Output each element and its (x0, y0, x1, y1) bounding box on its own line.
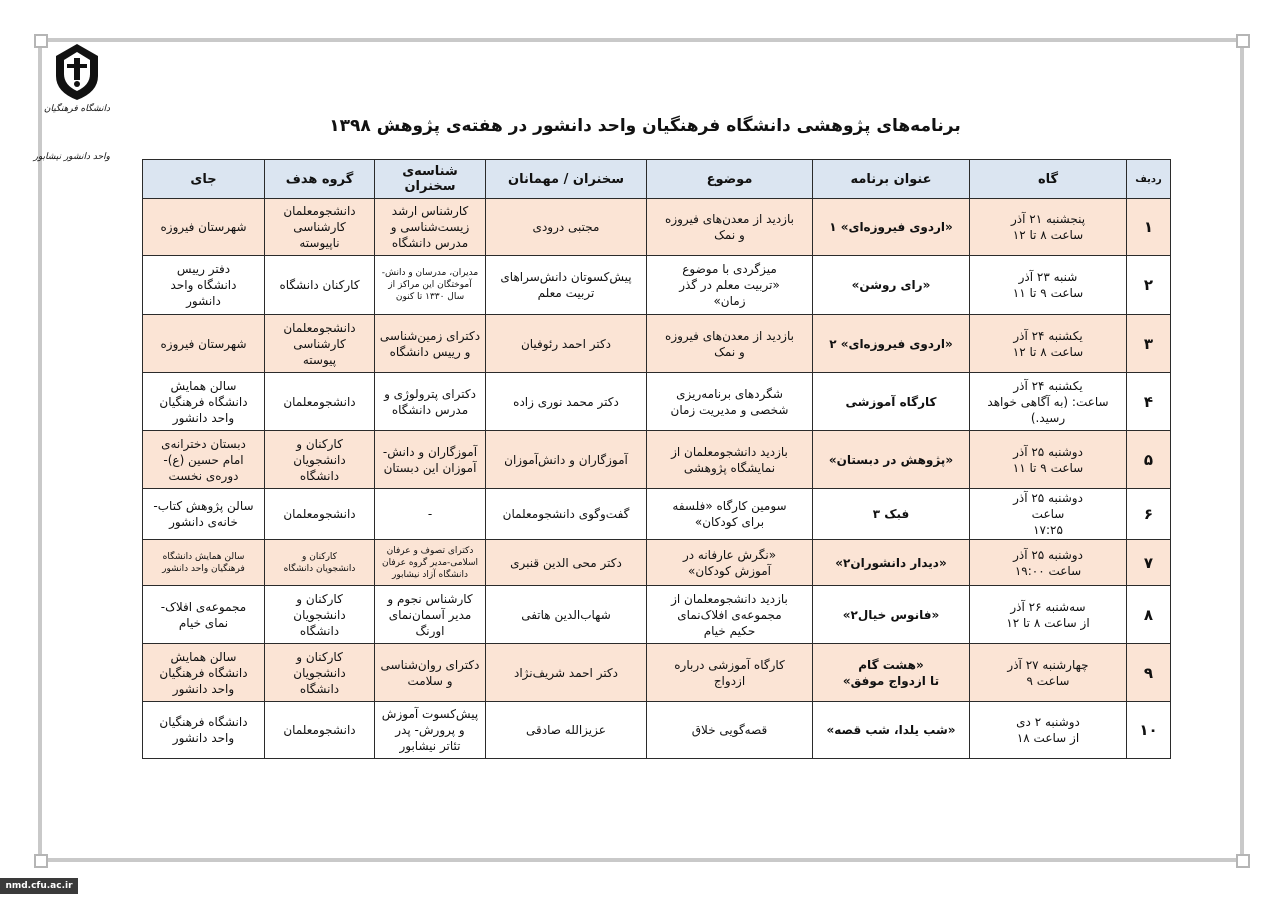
cell-when (970, 702, 1127, 759)
cell-line: «اردوی فیروزه‌ای» ۱ (829, 220, 953, 234)
cell-topic (647, 540, 813, 586)
cell-speaker-id (375, 373, 486, 431)
cell-line: کارشناس ارشد (391, 204, 469, 218)
cell-line: شهرستان فیروزه (160, 336, 247, 351)
cell-line: سالن پژوهش کتاب- (153, 499, 254, 513)
cell-line: ناپیوسته (299, 236, 340, 250)
cell-line: دکترای تصوف و عرفان (386, 545, 474, 556)
cell-speaker (486, 315, 647, 373)
cell-line: واحد دانشور (172, 681, 235, 696)
row-number: ۹ (1143, 663, 1154, 682)
cell-line: «فانوس خیال۲» (842, 607, 940, 622)
cell-line: میزگردی با موضوع (682, 262, 777, 276)
cell-program (813, 540, 970, 586)
cell-speaker (486, 431, 647, 489)
cell-line: ساعت ۸ تا ۱۲ (1012, 228, 1084, 242)
cell-line: دانشگاه فرهنگیان (159, 715, 248, 729)
frame-top (40, 38, 1245, 42)
cell-target (265, 256, 375, 315)
cell-line: «شب یلدا، شب قصه» (826, 723, 956, 737)
table-row (143, 315, 1171, 373)
cell-line: شخصی و مدیریت زمان (670, 402, 789, 417)
cell-line: نمای خیام (178, 615, 229, 630)
cell-line: دکترای روان‌شناسی (380, 657, 480, 672)
cell-line: کارکنان و (296, 649, 343, 664)
cell-target (265, 315, 375, 373)
cell-line: «نگرش عارفانه در (682, 547, 777, 562)
table-row (143, 586, 1171, 644)
cell-line: اسلامی-مدیر گروه عرفان (381, 557, 479, 568)
cell-line: و رییس دانشگاه (389, 344, 471, 359)
cell-place (143, 256, 265, 315)
cell-place (143, 702, 265, 759)
cell-line: از ساعت ۱۸ (1016, 731, 1080, 745)
cell-line: تا ازدواج موفق» (842, 673, 940, 688)
row-number: ۴ (1143, 392, 1154, 411)
cell-line: سالن همایش دانشگاه (162, 551, 245, 562)
footer-url: nmd.cfu.ac.ir (0, 878, 78, 894)
cell-speaker-id (375, 489, 486, 540)
cell-program (813, 489, 970, 540)
cell-line: دانشگاه فرهنگیان (159, 394, 248, 409)
cell-line: دانشور (186, 294, 221, 308)
cell-program (813, 702, 970, 759)
cell-line: نمایشگاه پژوهشی (683, 460, 776, 475)
cell-line: و سلامت (407, 673, 453, 688)
cell-target (265, 373, 375, 431)
cell-line: آموزان این دبستان (383, 460, 477, 475)
table-row (143, 702, 1171, 759)
cell-when (970, 256, 1127, 315)
cell-line: دکترای زمین‌شناسی (379, 328, 481, 343)
cell-line: مجموعه‌ی افلاک‌نمای (677, 607, 782, 622)
cell-line: - (427, 507, 433, 521)
cell-line: دوشنبه ۲۵ آذر (1013, 547, 1083, 562)
cell-line: واحد دانشور (172, 410, 235, 425)
frame-bottom (40, 858, 1245, 862)
cell-program (813, 315, 970, 373)
cell-line: اورنگ (415, 623, 445, 638)
cell-when (970, 489, 1127, 540)
cell-line: ۱۷:۲۵ (1033, 523, 1063, 537)
cell-speaker-id (375, 199, 486, 256)
cell-line: دکتر احمد رئوفیان (520, 336, 612, 351)
cell-speaker (486, 644, 647, 702)
cell-line: ساعت ۸ تا ۱۲ (1012, 344, 1084, 359)
cell-line: تئاتر نیشابور (399, 739, 461, 753)
cell-target (265, 199, 375, 256)
cell-line: یکشنبه ۲۴ آذر (1013, 378, 1083, 393)
cell-line: کارکنان و (296, 436, 343, 451)
cell-line: دکتر محی الدین قنبری (510, 555, 622, 570)
cell-speaker (486, 373, 647, 431)
cell-line: کارکنان دانشگاه (279, 278, 360, 292)
cell-line: دوره‌ی نخست (168, 468, 239, 483)
cell-line: یکشنبه ۲۴ آذر (1013, 328, 1083, 343)
cell-topic (647, 373, 813, 431)
cell-line: مدیران، مدرسان و دانش- (381, 268, 479, 278)
cell-place (143, 373, 265, 431)
cell-place (143, 199, 265, 256)
header-program: عنوان برنامه (813, 160, 970, 199)
frame-corner (1236, 34, 1250, 48)
cell-line: دانشجومعلمان (283, 204, 356, 218)
cell-program (813, 431, 970, 489)
cell-line: دانشجویان (293, 607, 346, 622)
cell-line: مجتبی درودی (532, 220, 600, 234)
cell-target (265, 540, 375, 586)
frame-corner (34, 854, 48, 868)
cell-num (1127, 489, 1171, 540)
cell-line: دانشگاه آزاد نیشابور (391, 569, 469, 580)
header-target: گروه هدف (265, 160, 375, 199)
cell-line: خانه‌ی دانشور (169, 515, 238, 529)
cell-line: مدرس دانشگاه (391, 236, 469, 250)
cell-line: قصه‌گویی خلاق (691, 723, 768, 737)
cell-speaker-id (375, 644, 486, 702)
cell-line: دانشجومعلمان (283, 507, 356, 521)
cell-line: ساعت ۹ تا ۱۱ (1012, 286, 1084, 300)
branch-name: واحد دانشور نیشابور (33, 152, 110, 162)
cell-line: کارگاه آموزشی درباره (674, 657, 785, 672)
cell-num (1127, 431, 1171, 489)
cell-line: دانشجویان (293, 452, 346, 467)
cell-place (143, 586, 265, 644)
cell-line: کارکنان و (296, 591, 343, 606)
cell-when (970, 644, 1127, 702)
cell-line: پیوسته (302, 352, 337, 367)
cell-speaker (486, 586, 647, 644)
header-speaker: سخنران / مهمانان (486, 160, 647, 199)
cell-line: شهاب‌الدین هاتفی (521, 607, 611, 622)
cell-line: شنبه ۲۳ آذر (1018, 270, 1078, 284)
page-title: برنامه‌های پژوهشی دانشگاه فرهنگیان واحد دانشور در هفته‌ی پژوهش ۱۳۹۸ (329, 116, 961, 136)
cell-topic (647, 586, 813, 644)
cell-speaker (486, 256, 647, 315)
cell-line: ساعت (1031, 507, 1065, 521)
cell-line: امام حسین (ع)- (163, 452, 244, 467)
cell-when (970, 431, 1127, 489)
cell-num (1127, 199, 1171, 256)
cell-line: پیش‌کسوت آموزش (381, 707, 479, 721)
cell-line: از ساعت ۸ تا ۱۲ (1006, 615, 1090, 630)
cell-line: بازدید از معدن‌های فیروزه (665, 212, 794, 226)
cell-when (970, 199, 1127, 256)
program-table (142, 159, 1171, 759)
cell-line: دانشجومعلمان (283, 394, 356, 409)
cell-line: ساعت: (به آگاهی خواهد رسید.) (987, 394, 1109, 425)
cell-line: سال ۱۳۳۰ تا کنون (395, 292, 465, 302)
cell-line: ساعت ۱۹:۰۰ (1014, 563, 1082, 578)
cell-line: مدرس دانشگاه (391, 402, 469, 417)
cell-line: سالن همایش (170, 649, 237, 664)
row-number: ۲ (1143, 276, 1154, 294)
cell-line: آموزگاران و دانش- (382, 444, 478, 459)
cell-speaker (486, 199, 647, 256)
cell-line: و پرورش- پدر (395, 723, 465, 737)
cell-line: حکیم خیام (703, 623, 756, 638)
cell-line: «رای روشن» (851, 278, 931, 292)
cell-topic (647, 644, 813, 702)
cell-line: زیست‌شناسی و (390, 220, 470, 234)
cell-line: عزیزالله صادقی (526, 723, 606, 737)
cell-line: گفت‌وگوی دانشجومعلمان (502, 507, 630, 521)
cell-line: «تربیت معلم در گذر (679, 278, 780, 292)
cell-line: کارشناسی (293, 336, 346, 351)
cell-speaker (486, 702, 647, 759)
cell-line: تربیت معلم (537, 286, 595, 300)
cell-line: «اردوی فیروزه‌ای» ۲ (829, 336, 953, 351)
header-topic: موضوع (647, 160, 813, 199)
cell-topic (647, 256, 813, 315)
cell-line: واحد دانشور (172, 731, 235, 745)
cell-program (813, 199, 970, 256)
table-row (143, 199, 1171, 256)
cell-line: دانشگاه (299, 623, 340, 638)
cell-line: دانشجومعلمان (283, 320, 356, 335)
cell-line: مدیر آسمان‌نمای (388, 607, 472, 622)
frame-corner (34, 34, 48, 48)
cell-line: پیش‌کسوتان دانش‌سراهای (500, 270, 632, 284)
cell-speaker (486, 489, 647, 540)
cell-line: بازدید دانشجومعلمان از (671, 444, 788, 459)
cell-line: فبک ۳ (872, 507, 910, 521)
row-number: ۱۰ (1139, 721, 1158, 739)
cell-place (143, 431, 265, 489)
table-body (143, 199, 1171, 759)
header-speaker-id: شناسه‌ی سخنران (375, 160, 486, 199)
cell-line: دانشجومعلمان (283, 723, 356, 737)
cell-topic (647, 431, 813, 489)
header-place: جای (143, 160, 265, 199)
cell-num (1127, 256, 1171, 315)
table-row (143, 256, 1171, 315)
cell-line: دوشنبه ۲۵ آذر (1013, 491, 1083, 505)
frame-right (1240, 38, 1244, 862)
cell-line: شهرستان فیروزه (160, 220, 247, 234)
cell-line: دانشگاه فرهنگیان (159, 665, 248, 680)
cell-speaker-id (375, 256, 486, 315)
cell-line: سالن همایش (170, 378, 237, 393)
row-number: ۷ (1143, 553, 1154, 572)
cell-line: دوشنبه ۲۵ آذر (1013, 444, 1083, 459)
cell-line: آموزش کودکان» (688, 563, 771, 578)
cell-target (265, 644, 375, 702)
cell-line: کارکنان و (302, 551, 337, 562)
cell-line: ساعت ۹ تا ۱۱ (1012, 460, 1084, 475)
cell-line: برای کودکان» (694, 515, 765, 529)
cell-line: ازدواج (713, 673, 746, 688)
cell-place (143, 644, 265, 702)
row-number: ۵ (1143, 450, 1154, 469)
cell-topic (647, 199, 813, 256)
cell-program (813, 644, 970, 702)
cell-program (813, 373, 970, 431)
row-number: ۸ (1143, 605, 1154, 624)
cell-line: سه‌شنبه ۲۶ آذر (1010, 599, 1086, 614)
cell-when (970, 315, 1127, 373)
cell-line: دکترای پترولوژی و (384, 386, 476, 401)
cell-program (813, 256, 970, 315)
cell-line: دانشگاه (299, 681, 340, 696)
cell-speaker-id (375, 540, 486, 586)
cell-target (265, 586, 375, 644)
cell-line: دکتر محمد نوری زاده (513, 394, 619, 409)
cell-num (1127, 315, 1171, 373)
cell-speaker-id (375, 702, 486, 759)
cell-line: شگردهای برنامه‌ریزی (676, 386, 783, 401)
cell-line: کارشناسی (293, 220, 346, 234)
frame-corner (1236, 854, 1250, 868)
cell-line: آموزگاران و دانش‌آموزان (504, 452, 628, 467)
table-row (143, 431, 1171, 489)
cell-num (1127, 702, 1171, 759)
cell-line: «هشت گام (858, 657, 924, 672)
cell-when (970, 373, 1127, 431)
cell-target (265, 489, 375, 540)
header-num: ردیف (1127, 160, 1171, 199)
row-number: ۱ (1143, 218, 1154, 236)
table-row (143, 644, 1171, 702)
cell-place (143, 489, 265, 540)
cell-line: و نمک (714, 228, 745, 242)
cell-speaker-id (375, 315, 486, 373)
cell-num (1127, 644, 1171, 702)
cell-line: کارشناس نجوم و (387, 591, 473, 606)
cell-topic (647, 315, 813, 373)
cell-place (143, 315, 265, 373)
cell-line: فرهنگیان واحد دانشور (162, 563, 245, 574)
cell-line: کارگاه آموزشی (845, 394, 937, 409)
cell-line: مجموعه‌ی افلاک- (160, 599, 247, 614)
logo-emblem-icon (52, 42, 102, 102)
cell-line: «پژوهش در دبستان» (828, 452, 954, 467)
cell-line: چهارشنبه ۲۷ آذر (1007, 657, 1089, 672)
cell-line: بازدید از معدن‌های فیروزه (665, 328, 794, 343)
row-number: ۳ (1143, 334, 1154, 353)
cell-line: سومین کارگاه «فلسفه (672, 499, 787, 513)
cell-topic (647, 702, 813, 759)
cell-line: ساعت ۹ (1026, 673, 1070, 688)
cell-line: دکتر احمد شریف‌نژاد (514, 665, 618, 680)
cell-line: دانشگاه واحد (170, 278, 237, 292)
cell-line: دبستان دخترانه‌ی (161, 436, 246, 451)
cell-speaker-id (375, 431, 486, 489)
cell-when (970, 540, 1127, 586)
cell-num (1127, 586, 1171, 644)
cell-target (265, 431, 375, 489)
table-row (143, 540, 1171, 586)
cell-speaker (486, 540, 647, 586)
table-row (143, 373, 1171, 431)
cell-place (143, 540, 265, 586)
cell-speaker-id (375, 586, 486, 644)
cell-line: و نمک (714, 344, 745, 359)
header-when: گاه (970, 160, 1127, 199)
cell-line: پنجشنبه ۲۱ آذر (1010, 212, 1086, 226)
cell-program (813, 586, 970, 644)
cell-line: دفتر رییس (176, 262, 231, 276)
cell-target (265, 702, 375, 759)
cell-line: آموختگان این مراکز از (388, 280, 472, 290)
table-row (143, 489, 1171, 540)
cell-line: دوشنبه ۲ دی (1016, 715, 1080, 729)
row-number: ۶ (1143, 505, 1154, 523)
table-header-row (143, 160, 1171, 199)
cell-topic (647, 489, 813, 540)
cell-line: بازدید دانشجومعلمان از (671, 591, 788, 606)
cell-when (970, 586, 1127, 644)
cell-line: دانشگاه (299, 468, 340, 483)
cell-num (1127, 540, 1171, 586)
cell-num (1127, 373, 1171, 431)
cell-line: زمان» (713, 294, 746, 308)
cell-line: «دیدار دانشوران۲» (835, 555, 947, 570)
logo-wordmark: دانشگاه فرهنگیان (43, 104, 110, 114)
cell-line: دانشجویان دانشگاه (283, 563, 356, 574)
cell-line: دانشجویان (293, 665, 346, 680)
